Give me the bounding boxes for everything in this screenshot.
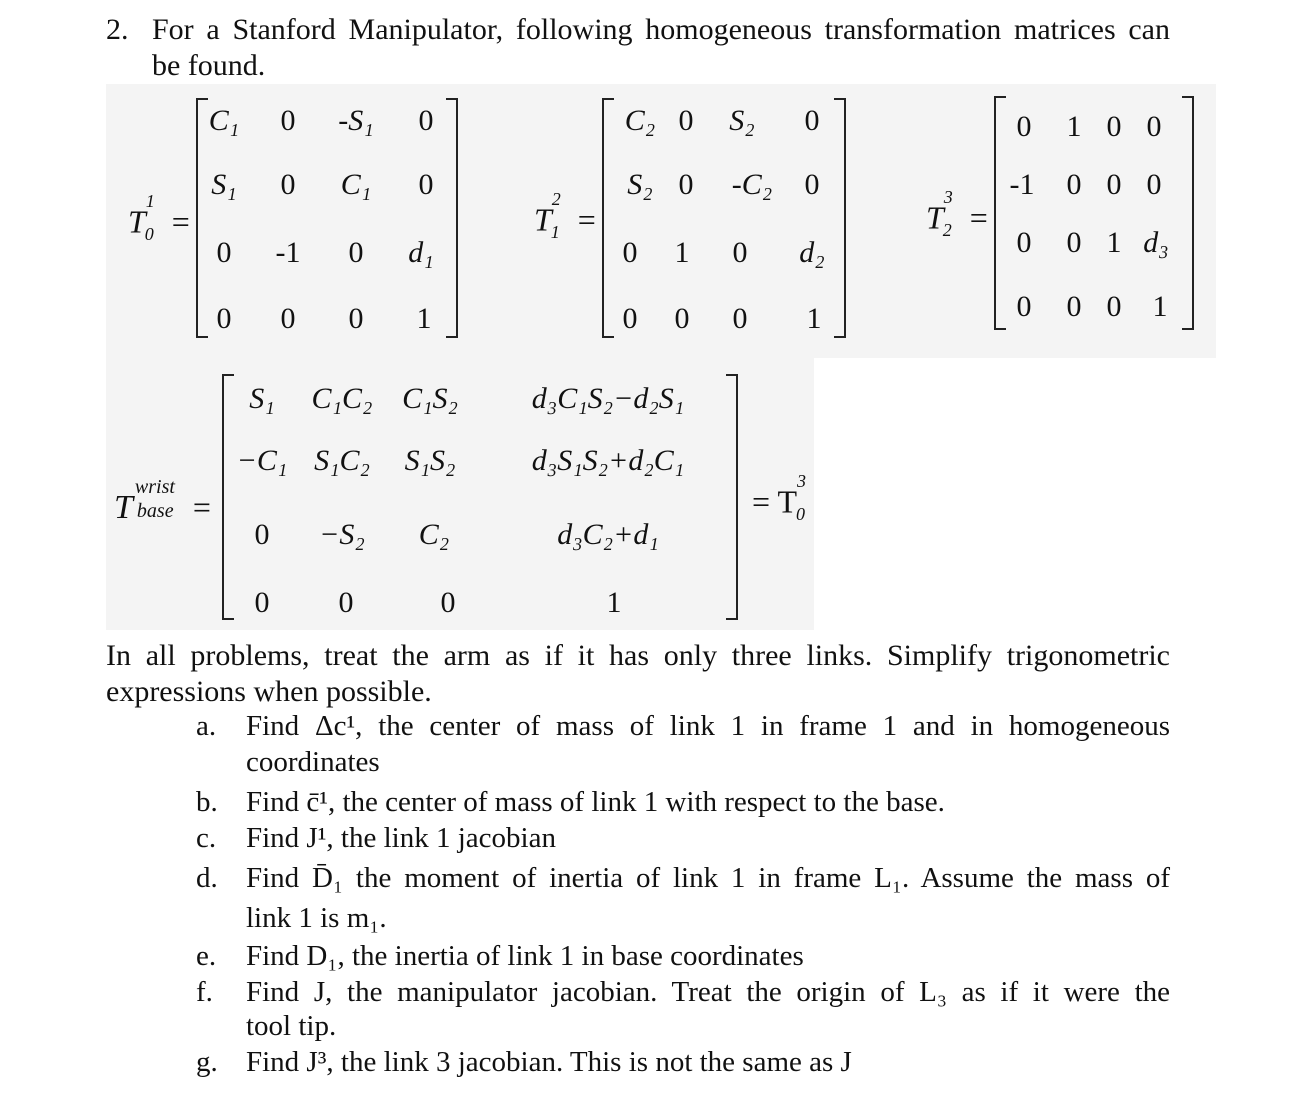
t23-cell: -1 <box>1009 168 1035 201</box>
t23-cell: 0 <box>1066 290 1082 323</box>
t12-cell: S₂ <box>729 104 755 137</box>
t01-cell: 0 <box>280 302 296 335</box>
t23-cell: 0 <box>1146 168 1162 201</box>
header-line-1: For a Stanford Manipulator, following homogeneous transformation matrices can <box>152 13 1170 46</box>
t23-cell: 0 <box>1106 168 1122 201</box>
twrist-cell: C₁C₂ <box>311 382 373 415</box>
t23-matrix <box>994 96 1194 330</box>
t12-label: $T^2_1$ = <box>534 189 596 243</box>
t23-cell: d₃ <box>1143 226 1169 259</box>
t01-label: $T^1_0$ = <box>128 191 190 245</box>
t23-cell: 0 <box>1106 110 1122 143</box>
t12-cell: C₂ <box>624 104 656 137</box>
twrist-cell: 1 <box>606 586 622 619</box>
t01-cell: C₁ <box>208 104 240 137</box>
t12-cell: 0 <box>678 104 694 137</box>
t12-cell: 0 <box>678 168 694 201</box>
twrist-cell: S₁ <box>249 382 275 415</box>
t23-cell: 1 <box>1066 110 1082 143</box>
t01-cell: d₁ <box>408 236 434 269</box>
twrist-label: T wrist base = <box>114 476 211 526</box>
twrist-matrix <box>222 374 738 620</box>
t01-cell: 0 <box>348 302 364 335</box>
t01-cell: -S₁ <box>338 104 374 137</box>
twrist-cell: 0 <box>338 586 354 619</box>
t23-cell: 0 <box>1016 290 1032 323</box>
t23-cell: 0 <box>1016 110 1032 143</box>
t12-cell: 0 <box>804 104 820 137</box>
t01-cell: 0 <box>216 302 232 335</box>
t23-cell: 1 <box>1152 290 1168 323</box>
twrist-cell: −C₁ <box>236 444 288 477</box>
twrist-cell: C₁S₂ <box>402 382 458 415</box>
t23-cell: 0 <box>1016 226 1032 259</box>
intro-line-1: In all problems, treat the arm as if it has only three links. Simplify trigonometric <box>106 639 1170 672</box>
t12-cell: 0 <box>622 302 638 335</box>
t12-cell: 1 <box>806 302 822 335</box>
t23-cell: 0 <box>1146 110 1162 143</box>
t23-cell: 0 <box>1106 290 1122 323</box>
intro-line-2: expressions when possible. <box>106 675 432 708</box>
t01-cell: 0 <box>280 104 296 137</box>
t01-cell: 0 <box>216 236 232 269</box>
t12-cell: 1 <box>674 236 690 269</box>
twrist-cell: S₁S₂ <box>404 444 456 477</box>
twrist-cell: 0 <box>254 586 270 619</box>
t12-cell: 0 <box>732 302 748 335</box>
t12-cell: 0 <box>804 168 820 201</box>
t23-cell: 0 <box>1066 168 1082 201</box>
t01-cell: C₁ <box>340 168 372 201</box>
t01-cell: S₁ <box>211 168 237 201</box>
t12-cell: 0 <box>674 302 690 335</box>
t12-cell: 0 <box>622 236 638 269</box>
twrist-cell: 0 <box>440 586 456 619</box>
t01-cell: 0 <box>348 236 364 269</box>
twrist-cell: d₃C₂+d₁ <box>557 518 659 551</box>
t23-cell: 1 <box>1106 226 1122 259</box>
t12-cell: -C₂ <box>731 168 773 201</box>
t01-cell: 1 <box>416 302 432 335</box>
t01-matrix <box>196 98 458 338</box>
problem-number: 2. <box>106 13 129 46</box>
twrist-cell: C₂ <box>418 518 450 551</box>
t01-cell: 0 <box>418 168 434 201</box>
twrist-cell: 0 <box>254 518 270 551</box>
t01-cell: 0 <box>280 168 296 201</box>
t12-cell: d₂ <box>799 236 825 269</box>
t23-label: $T^3_2$ = <box>926 187 988 241</box>
twrist-cell: d₃C₁S₂−d₂S₁ <box>531 382 685 415</box>
t12-cell: 0 <box>732 236 748 269</box>
twrist-cell: −S₂ <box>319 518 365 551</box>
t01-cell: 0 <box>418 104 434 137</box>
twrist-rhs: = $T^3_0$ <box>752 471 807 525</box>
t12-cell: S₂ <box>627 168 653 201</box>
t23-cell: 0 <box>1066 226 1082 259</box>
twrist-cell: d₃S₁S₂+d₂C₁ <box>531 444 685 477</box>
header-line-2: be found. <box>152 49 266 82</box>
twrist-cell: S₁C₂ <box>314 444 370 477</box>
t12-matrix <box>602 98 846 338</box>
t01-cell: -1 <box>275 236 301 269</box>
